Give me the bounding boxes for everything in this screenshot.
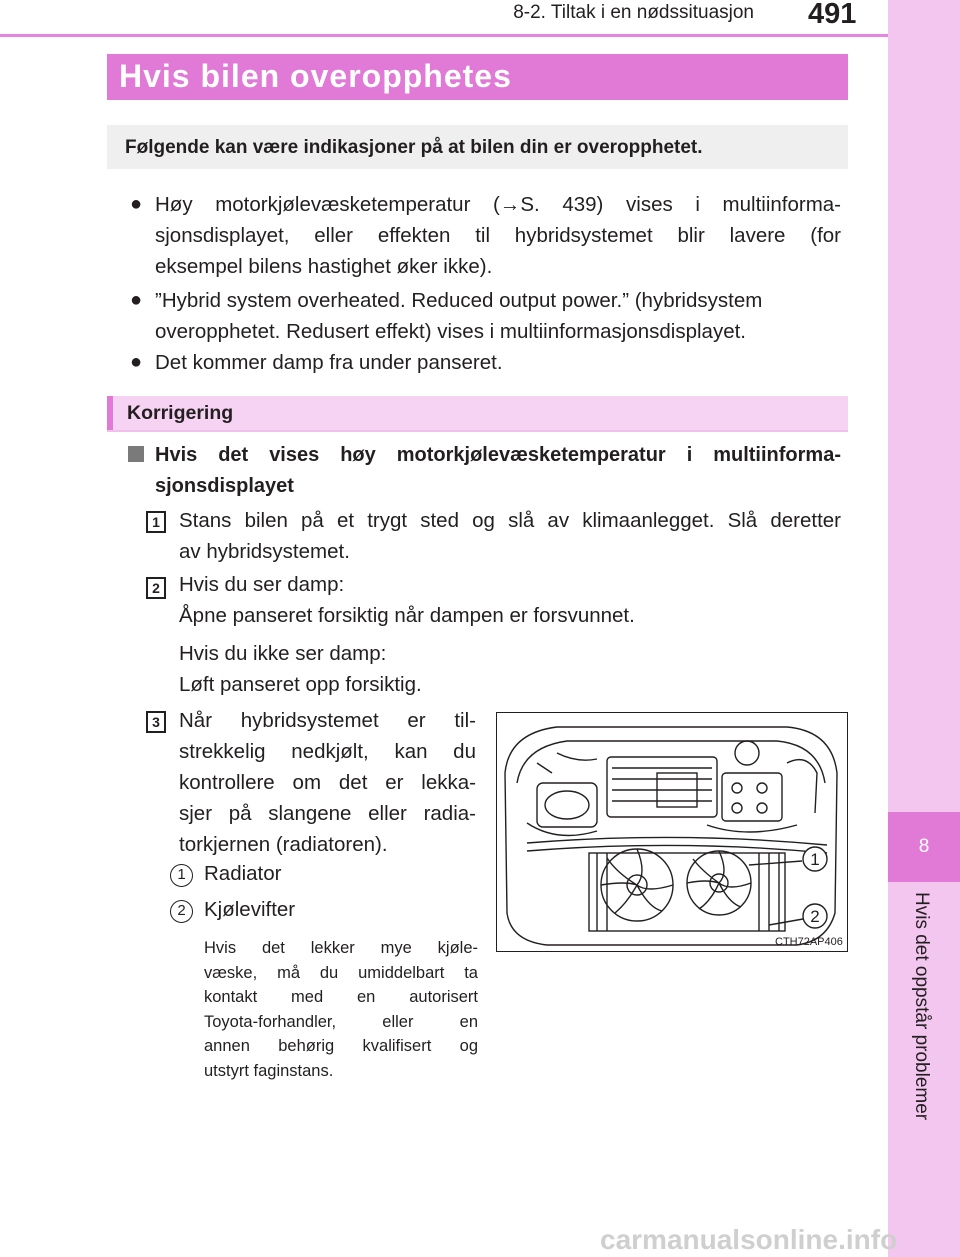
note-text: Hvis det lekker mye kjøle- væske, må du umiddelbart ta kontakt med en autorisert Toyota-forhandler, eller en annen behørig kvalifisert og utstyrt faginstans. xyxy=(204,939,478,1080)
step-3-text: Når hybridsystemet er til- strekkelig nedkjølt, kan du kontrollere om det er lekka- sjer på slangene eller radia- torkjernen (radiatoren). xyxy=(179,709,476,856)
case-heading: Hvis det vises høy motorkjølevæsketemperatur i multiinforma- sjonsdisplayet xyxy=(155,444,841,497)
part-label-radiator: Radiator xyxy=(204,862,282,885)
bullet-icon: ● xyxy=(130,289,143,311)
side-tab-top xyxy=(888,0,960,812)
figure-code: CTH72AP406 xyxy=(775,936,843,948)
page-number: 491 xyxy=(808,0,857,30)
chapter-title: Hvis det oppstår problemer xyxy=(911,892,932,1121)
step-2-text: Hvis du ser damp: Åpne panseret forsiktig når dampen er forsvunnet. Hvis du ikke ser damp: Løft panseret opp forsiktig. xyxy=(179,573,635,696)
engine-bay-figure xyxy=(496,712,848,952)
bullet-1: Høy motorkjølevæsketemperatur (→S. 439) vises i multiinforma- sjonsdisplayet, eller effekten til hybridsystemet blir lavere (for eksempel bilens hastighet øker ikke). xyxy=(155,193,841,278)
intro-box: Følgende kan være indikasjoner på at bilen din er overopphetet. xyxy=(107,125,848,169)
square-bullet-icon xyxy=(128,446,144,462)
watermark: carmanualsonline.info xyxy=(600,1224,898,1255)
step-number-3: 3 xyxy=(146,711,166,733)
section-header: 8-2. Tiltak i en nødssituasjon xyxy=(513,2,754,23)
chapter-tab xyxy=(888,812,960,882)
header-rule xyxy=(0,34,888,37)
step-number-2: 2 xyxy=(146,577,166,599)
bullet-3: Det kommer damp fra under panseret. xyxy=(155,351,503,374)
part-number-2: 2 xyxy=(170,900,193,923)
step-1-text: Stans bilen på et trygt sted og slå av klimaanlegget. Slå deretter av hybridsystemet. xyxy=(179,509,841,563)
figure-callout-1: 1 xyxy=(810,850,820,869)
bullet-icon: ● xyxy=(130,351,143,373)
page-title: Hvis bilen overopphetes xyxy=(107,54,848,100)
subheading-correction: Korrigering xyxy=(107,396,848,430)
chapter-number: 8 xyxy=(918,836,930,857)
part-number-1: 1 xyxy=(170,864,193,887)
subheading-rule xyxy=(107,430,848,432)
part-label-fans: Kjølevifter xyxy=(204,898,296,921)
bullet-2: ”Hybrid system overheated. Reduced output power.” (hybridsystem overopphetet. Redusert effekt) vises i multiinformasjonsdisplayet. xyxy=(155,289,763,343)
step-number-1: 1 xyxy=(146,511,166,533)
bullet-icon: ● xyxy=(130,193,143,215)
engine-bay-illustration xyxy=(497,713,846,950)
figure-callout-2: 2 xyxy=(810,907,820,926)
